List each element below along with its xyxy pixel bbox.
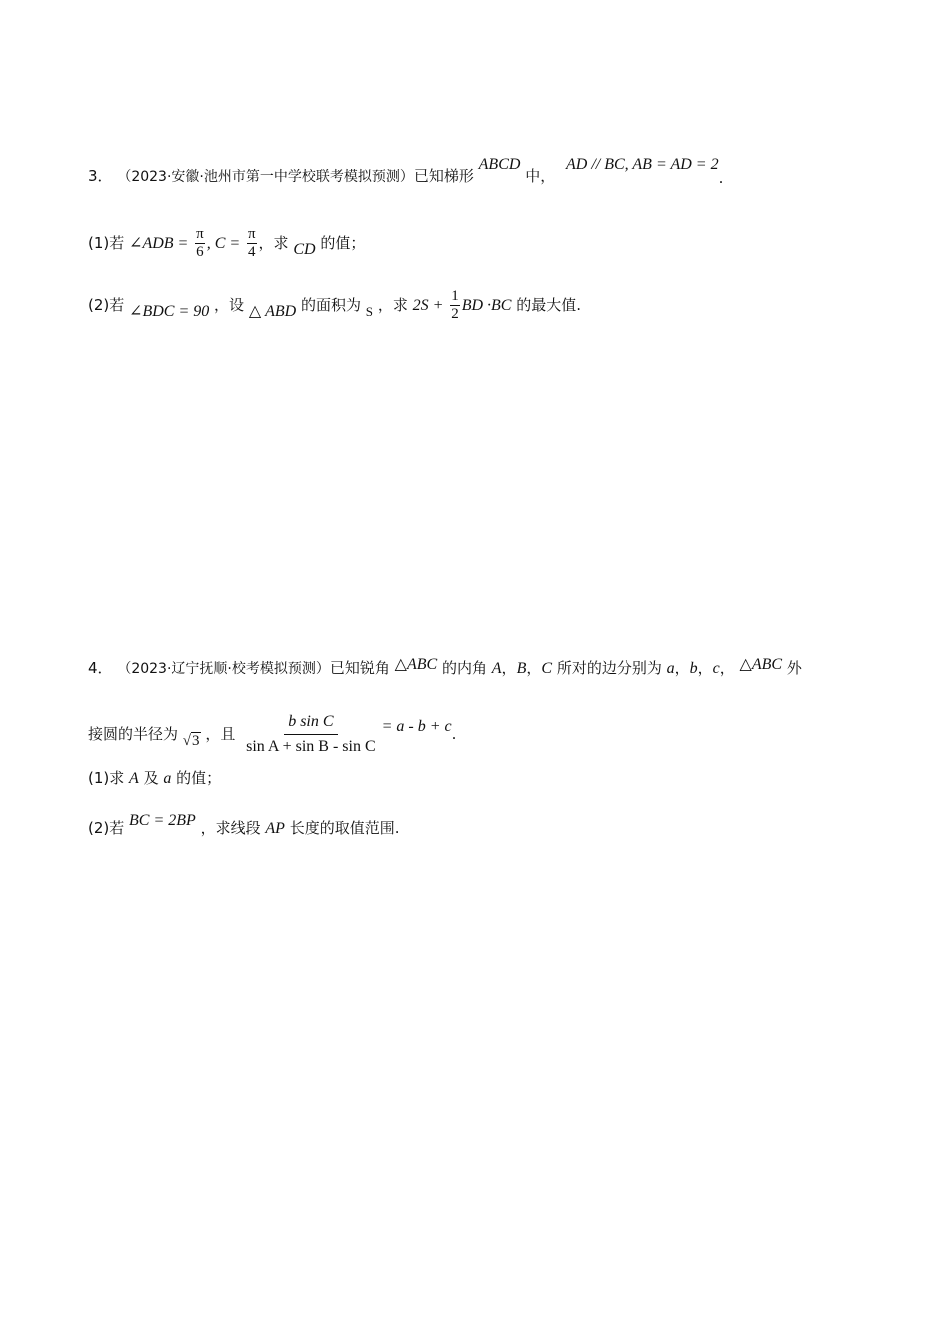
q3-part2-area: 的面积为 [301,296,362,314]
q4-number: 4． [88,659,113,677]
q4-fraction-num: b sin C [284,710,337,735]
q4-part1-label: (1)求 [88,769,125,787]
q4-part2-qiu: ，求线段 [200,819,261,837]
q4-math-a: a [666,660,675,677]
q4-c3: ， [674,659,690,677]
q4-line1 [88,658,802,679]
q3-part1-frac1-num: π [196,226,204,242]
q3-part2-frac [450,288,460,323]
q4-source: （2023·辽宁抚顺·校考模拟预测） [117,661,330,677]
q4-part1 [88,768,221,789]
q4-math-tri1: △ABC [394,656,438,673]
q3-part2-end: 的最大值. [516,296,582,314]
q4-sqrt: √3 [182,733,200,749]
q4-math-b: b [689,660,698,677]
q3-math-abcd: ABCD [478,156,521,173]
q3-part1-qiu: ，求 [258,234,289,252]
q4-end: . [451,725,457,743]
q4-part2-math-bc: BC = 2BP [129,812,196,829]
q4-math-c: c [712,660,720,677]
q4-part2 [88,812,400,839]
q3-line1 [88,156,724,187]
q3-part2-she: ，设 [214,296,245,314]
q3-text-b: 中， [525,167,556,185]
q4-text-d: 外 [786,659,802,677]
q3-part1-end: 的值； [320,234,366,252]
q3-part2-frac-den: 2 [451,306,459,322]
q3-part2 [88,288,581,323]
q3-part1-frac2-num: π [247,226,256,242]
q3-part2-math-vec: BD ·BC [461,297,512,314]
q4-sqrt-value: 3 [192,733,200,749]
q3-part2-math-2s: 2S + [412,297,444,314]
q4-text-a: 已知锐角 [329,659,390,677]
q4-line2-text-b: ，且 [205,725,236,743]
q3-part1-math-c: , C = [206,235,241,252]
q3-part1-frac1-den: 6 [196,244,204,260]
q3-part1-frac2-den: 4 [247,244,256,260]
q4-line2 [88,710,456,759]
q4-part1-end: 的值； [176,769,222,787]
q3-part2-frac-num: 1 [451,288,459,304]
q3-part1-frac2 [247,226,257,261]
q4-c2: ， [526,659,542,677]
q4-fraction-den: sin A + sin B - sin C [246,738,376,755]
q4-line2-text-a: 接圆的半径为 [88,725,179,743]
q3-part2-label: (2)若 [88,296,125,314]
q4-math-B: B [516,660,527,677]
q4-c1: ， [501,659,517,677]
q4-c5: ， [719,659,735,677]
q4-part2-end: 长度的取值范围. [289,819,400,837]
q4-part2-label: (2)若 [88,819,125,837]
q4-math-rhs: = a - b + c [381,718,452,735]
q4-part1-math-A: A [129,770,139,787]
q3-source: （2023·安徽·池州市第一中学校联考模拟预测） [117,169,414,185]
q3-math-condition: AD // BC, AB = AD = 2 [566,156,719,173]
q3-part1-math-cd: CD [293,241,316,258]
q3-part1-label: (1)若 [88,234,125,252]
q4-text-c: 所对的边分别为 [556,659,662,677]
q4-fraction [242,710,380,759]
q3-number: 3． [88,167,113,185]
q4-part1-ji: 及 [143,769,159,787]
q3-part2-math-bdc: ∠BDC = 90 [129,303,210,320]
q3-part1 [88,226,365,261]
q4-part2-math-ap: AP [265,820,285,837]
q3-part1-math-adb: ∠ADB = [129,235,189,252]
q3-end: . [718,169,724,187]
q3-part2-qiu: ，求 [377,296,408,314]
q4-c4: ， [697,659,713,677]
q4-part1-math-a: a [163,770,172,787]
q3-part2-math-tri: △ ABD [248,303,297,320]
q4-math-tri2: △ABC [739,656,783,673]
q4-math-C: C [541,660,553,677]
q4-math-A: A [491,660,502,677]
q4-text-b: 的内角 [441,659,487,677]
q3-text-a: 已知梯形 [413,167,474,185]
q3-part2-math-s: S [365,304,374,319]
q3-part1-frac1 [195,226,205,261]
